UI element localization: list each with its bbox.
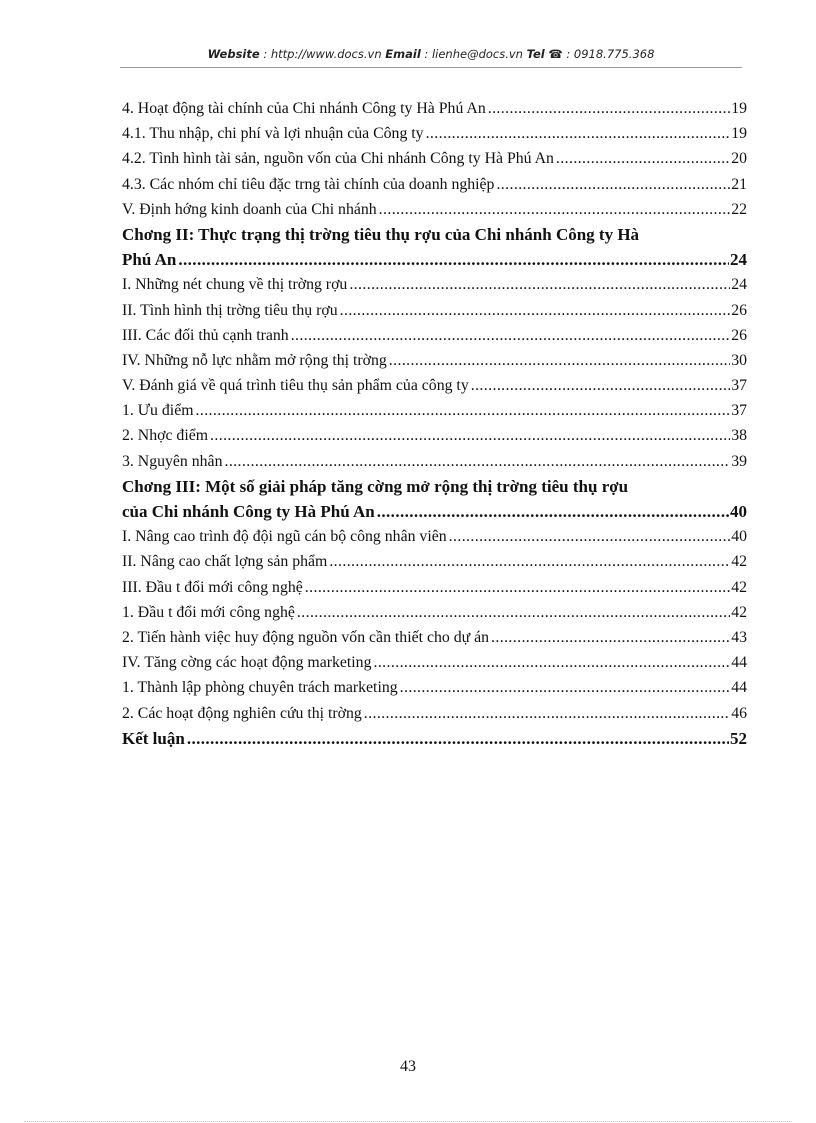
toc-entry bbox=[122, 298, 747, 323]
toc-page: 42 bbox=[731, 553, 747, 571]
toc-title: I. Những nét chung về thị trờng rợu bbox=[122, 276, 348, 294]
dot-leader bbox=[379, 197, 731, 222]
toc-title: III. Đầu t đổi mới công nghệ bbox=[122, 578, 303, 596]
tel-label: Tel bbox=[526, 47, 545, 61]
dot-leader bbox=[340, 298, 731, 323]
dot-leader bbox=[496, 172, 730, 197]
toc-entry bbox=[122, 197, 747, 222]
toc-title: 4.1. Thu nhập, chi phí và lợi nhuận của Công ty bbox=[122, 125, 424, 143]
toc-page: 39 bbox=[731, 452, 747, 470]
toc-entry bbox=[122, 449, 747, 474]
toc-title: 3. Nguyên nhân bbox=[122, 452, 223, 470]
dot-leader bbox=[224, 449, 730, 474]
toc-group-chapter2 bbox=[122, 272, 747, 474]
toc-chapter-3-line2 bbox=[122, 499, 747, 524]
toc-page: 44 bbox=[731, 654, 747, 672]
toc-page: 30 bbox=[731, 351, 747, 369]
toc-entry bbox=[122, 675, 747, 700]
email-value: : lienhe@docs.vn bbox=[424, 47, 523, 61]
dot-leader bbox=[491, 625, 730, 650]
toc-entry bbox=[122, 701, 747, 726]
toc-page: 20 bbox=[731, 150, 747, 168]
email-label: Email bbox=[385, 47, 421, 61]
toc-page: 43 bbox=[731, 628, 747, 646]
toc-title: 1. Thành lập phòng chuyên trách marketing bbox=[122, 679, 398, 697]
toc-entry bbox=[122, 272, 747, 297]
toc-page: 37 bbox=[731, 402, 747, 420]
dot-leader bbox=[196, 398, 731, 423]
toc-title: 4.2. Tình hình tài sản, nguồn vốn của Chi nhánh Công ty Hà Phú An bbox=[122, 150, 554, 168]
toc-group-chapter3 bbox=[122, 524, 747, 726]
toc-page: 21 bbox=[731, 175, 747, 193]
toc-page: 26 bbox=[731, 326, 747, 344]
dot-leader bbox=[400, 675, 731, 700]
page-number: 43 bbox=[400, 1058, 416, 1075]
page-header bbox=[120, 47, 742, 61]
toc-chapter-3-line1: Chơng III: Một số giải pháp tăng cờng mở rộng thị trờng tiêu thụ rợu bbox=[122, 476, 629, 496]
dot-leader bbox=[377, 499, 729, 524]
bottom-rule bbox=[24, 1121, 792, 1122]
toc-group-chapter1 bbox=[122, 96, 747, 222]
dot-leader bbox=[556, 146, 730, 171]
toc-title: I. Nâng cao trình độ đội ngũ cán bộ công nhân viên bbox=[122, 528, 447, 546]
dot-leader bbox=[187, 726, 729, 751]
website-label: Website bbox=[207, 47, 260, 61]
toc-page: 40 bbox=[731, 528, 747, 546]
toc-page: 40 bbox=[730, 502, 747, 521]
toc-page: 42 bbox=[731, 578, 747, 596]
toc-entry bbox=[122, 96, 747, 121]
toc-page: 19 bbox=[731, 125, 747, 143]
toc-entry bbox=[122, 373, 747, 398]
dot-leader bbox=[305, 575, 730, 600]
toc-title: V. Định hớng kinh doanh của Chi nhánh bbox=[122, 200, 377, 218]
dot-leader bbox=[471, 373, 730, 398]
toc-page: 46 bbox=[731, 704, 747, 722]
toc-chapter-2-line2 bbox=[122, 247, 747, 272]
toc-entry bbox=[122, 524, 747, 549]
dot-leader bbox=[210, 423, 730, 448]
toc-title: 1. Đầu t đổi mới công nghệ bbox=[122, 603, 295, 621]
toc-chapter-3 bbox=[122, 474, 747, 524]
toc-page: 24 bbox=[731, 276, 747, 294]
dot-leader bbox=[373, 650, 730, 675]
toc-page: 44 bbox=[731, 679, 747, 697]
toc-entry bbox=[122, 549, 747, 574]
toc-entry bbox=[122, 650, 747, 675]
toc-title: 2. Các hoạt động nghiên cứu thị trờng bbox=[122, 704, 362, 722]
toc-title: 4.3. Các nhóm chỉ tiêu đặc trng tài chính của doanh nghiệp bbox=[122, 175, 495, 193]
toc-title: 1. Ưu điểm bbox=[122, 402, 194, 420]
toc-title: Phú An bbox=[122, 250, 177, 270]
header-rule bbox=[120, 67, 742, 68]
toc-page: 19 bbox=[731, 100, 747, 117]
tel-value: : 0918.775.368 bbox=[566, 47, 655, 61]
toc-page: 52 bbox=[730, 728, 747, 748]
dot-leader bbox=[349, 272, 730, 297]
dot-leader bbox=[364, 701, 730, 726]
toc-chapter-2 bbox=[122, 222, 747, 272]
toc-title: II. Nâng cao chất lợng sản phẩm bbox=[122, 553, 328, 571]
toc-conclusion bbox=[122, 726, 747, 751]
phone-icon: ☎ bbox=[548, 47, 563, 61]
toc-title: 2. Nhợc điểm bbox=[122, 427, 209, 445]
toc-page: 26 bbox=[731, 301, 747, 319]
dot-leader bbox=[291, 323, 731, 348]
toc-page: 24 bbox=[730, 250, 747, 270]
toc-entry bbox=[122, 600, 747, 625]
toc-entry bbox=[122, 146, 747, 171]
toc-page: 22 bbox=[731, 200, 747, 218]
toc-page: 42 bbox=[731, 603, 747, 621]
toc-title: Kết luận bbox=[122, 728, 185, 748]
toc-chapter-2-line1: Chơng II: Thực trạng thị trờng tiêu thụ rợu của Chi nhánh Công ty Hà bbox=[122, 224, 640, 244]
toc-page: 37 bbox=[731, 377, 747, 395]
toc-title: 2. Tiến hành việc huy động nguồn vốn cần thiết cho dự án bbox=[122, 628, 490, 646]
toc-title: III. Các đối thủ cạnh tranh bbox=[122, 326, 289, 344]
toc-title: IV. Những nỗ lực nhằm mở rộng thị trờng bbox=[122, 351, 387, 369]
dot-leader bbox=[488, 96, 730, 121]
dot-leader bbox=[389, 348, 730, 373]
toc-entry bbox=[122, 423, 747, 448]
toc-entry bbox=[122, 172, 747, 197]
toc-entry bbox=[122, 348, 747, 373]
dot-leader bbox=[297, 600, 730, 625]
toc-title: của Chi nhánh Công ty Hà Phú An bbox=[122, 502, 375, 521]
dot-leader bbox=[426, 121, 731, 146]
toc-entry bbox=[122, 398, 747, 423]
toc-entry bbox=[122, 121, 747, 146]
table-of-contents bbox=[122, 96, 747, 751]
dot-leader bbox=[449, 524, 731, 549]
toc-page: 38 bbox=[731, 427, 747, 445]
toc-title: II. Tình hình thị trờng tiêu thụ rợu bbox=[122, 301, 338, 319]
toc-title: IV. Tăng cờng các hoạt động marketing bbox=[122, 654, 372, 672]
website-value: : http://www.docs.vn bbox=[263, 47, 382, 61]
toc-entry bbox=[122, 625, 747, 650]
toc-title: 4. Hoạt động tài chính của Chi nhánh Công ty Hà Phú An bbox=[122, 100, 486, 117]
dot-leader bbox=[329, 549, 730, 574]
toc-title: V. Đánh giá về quá trình tiêu thụ sản phẩm của công ty bbox=[122, 377, 469, 395]
toc-entry bbox=[122, 575, 747, 600]
toc-entry bbox=[122, 323, 747, 348]
dot-leader bbox=[178, 247, 729, 272]
